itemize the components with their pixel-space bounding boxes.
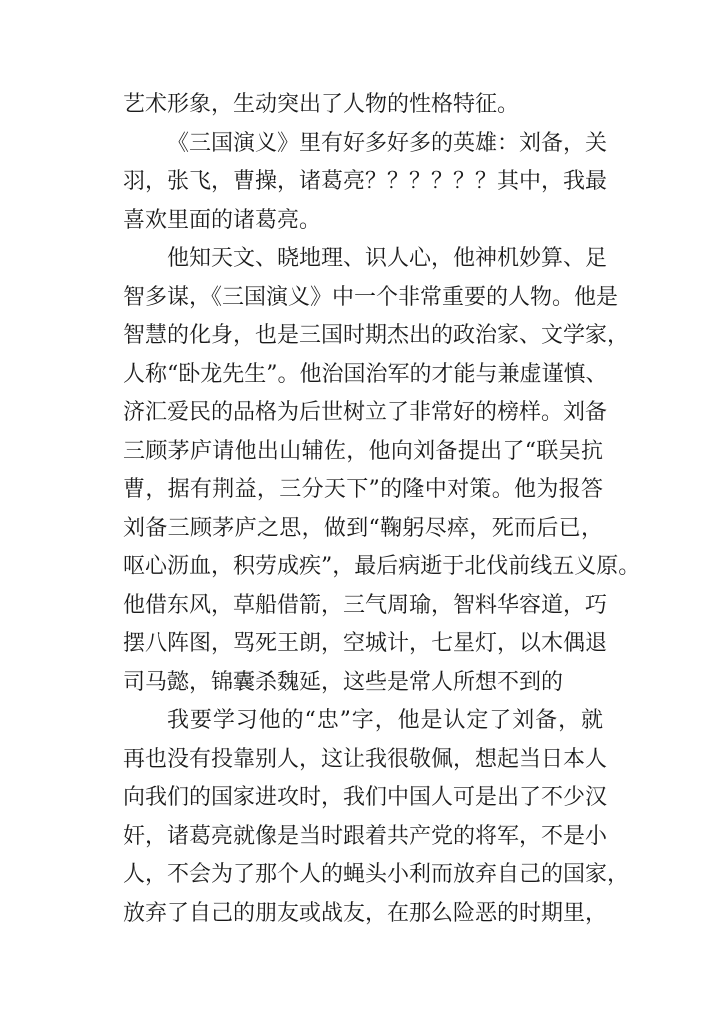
text-line: 艺术形象，生动突出了人物的性格特征。: [123, 92, 520, 117]
paragraph-first-line: 他知天文、晓地理、识人心，他神机妙算、足: [167, 246, 608, 271]
text-line: 放弃了自己的朋友或战友，在那么险恶的时期里，: [123, 900, 608, 926]
text-line: 智多谋，《三国演义》中一个非常重要的人物。他是: [123, 284, 619, 310]
text-line: 向我们的国家进攻时，我们中国人可是出了不少汉: [123, 785, 608, 810]
text-line: 三顾茅庐请他出山辅佐，他向刘备提出了“联吴抗: [123, 438, 603, 464]
text-line: 人称“卧龙先生”。他治国治军的才能与兼虚谨慎、: [123, 361, 608, 387]
essay-body: [123, 86, 641, 933]
text-line: 曹，据有荆益，三分天下”的隆中对策。他为报答: [123, 477, 603, 502]
text-line: 司马懿，锦囊杀魏延，这些是常人所想不到的: [123, 669, 564, 695]
text-line: 奸，诸葛亮就像是当时跟着共产党的将军，不是小: [123, 823, 608, 849]
text-line: 呕心沥血，积劳成疾”，最后病逝于北伐前线五义原。: [123, 554, 641, 579]
text-line: 摆八阵图，骂死王朗，空城计，七星灯，以木偶退: [123, 631, 608, 656]
text-line: 喜欢里面的诸葛亮。: [123, 207, 322, 233]
paragraph-first-line: 《三国演义》里有好多好多的英雄：刘备，关: [167, 130, 608, 156]
text-line: 济汇爱民的品格为后世树立了非常好的榜样。刘备: [123, 400, 608, 425]
text-line: 再也没有投靠别人，这让我很敬佩，想起当日本人: [123, 746, 608, 772]
text-line: 人，不会为了那个人的蝇头小利而放弃自己的国家，: [123, 862, 630, 887]
paragraph-first-line: 我要学习他的“忠”字，他是认定了刘备，就: [167, 708, 603, 733]
text-line: 刘备三顾茅庐之思，做到“鞠躬尽瘁，死而后已，: [123, 515, 603, 541]
text-line: 羽，张飞，曹操，诸葛亮？？？？？？其中，我最: [123, 169, 608, 194]
text-line: 智慧的化身，也是三国时期杰出的政治家、文学家，: [123, 323, 630, 348]
text-line: 他借东风，草船借箭，三气周瑜，智料华容道，巧: [123, 592, 608, 618]
